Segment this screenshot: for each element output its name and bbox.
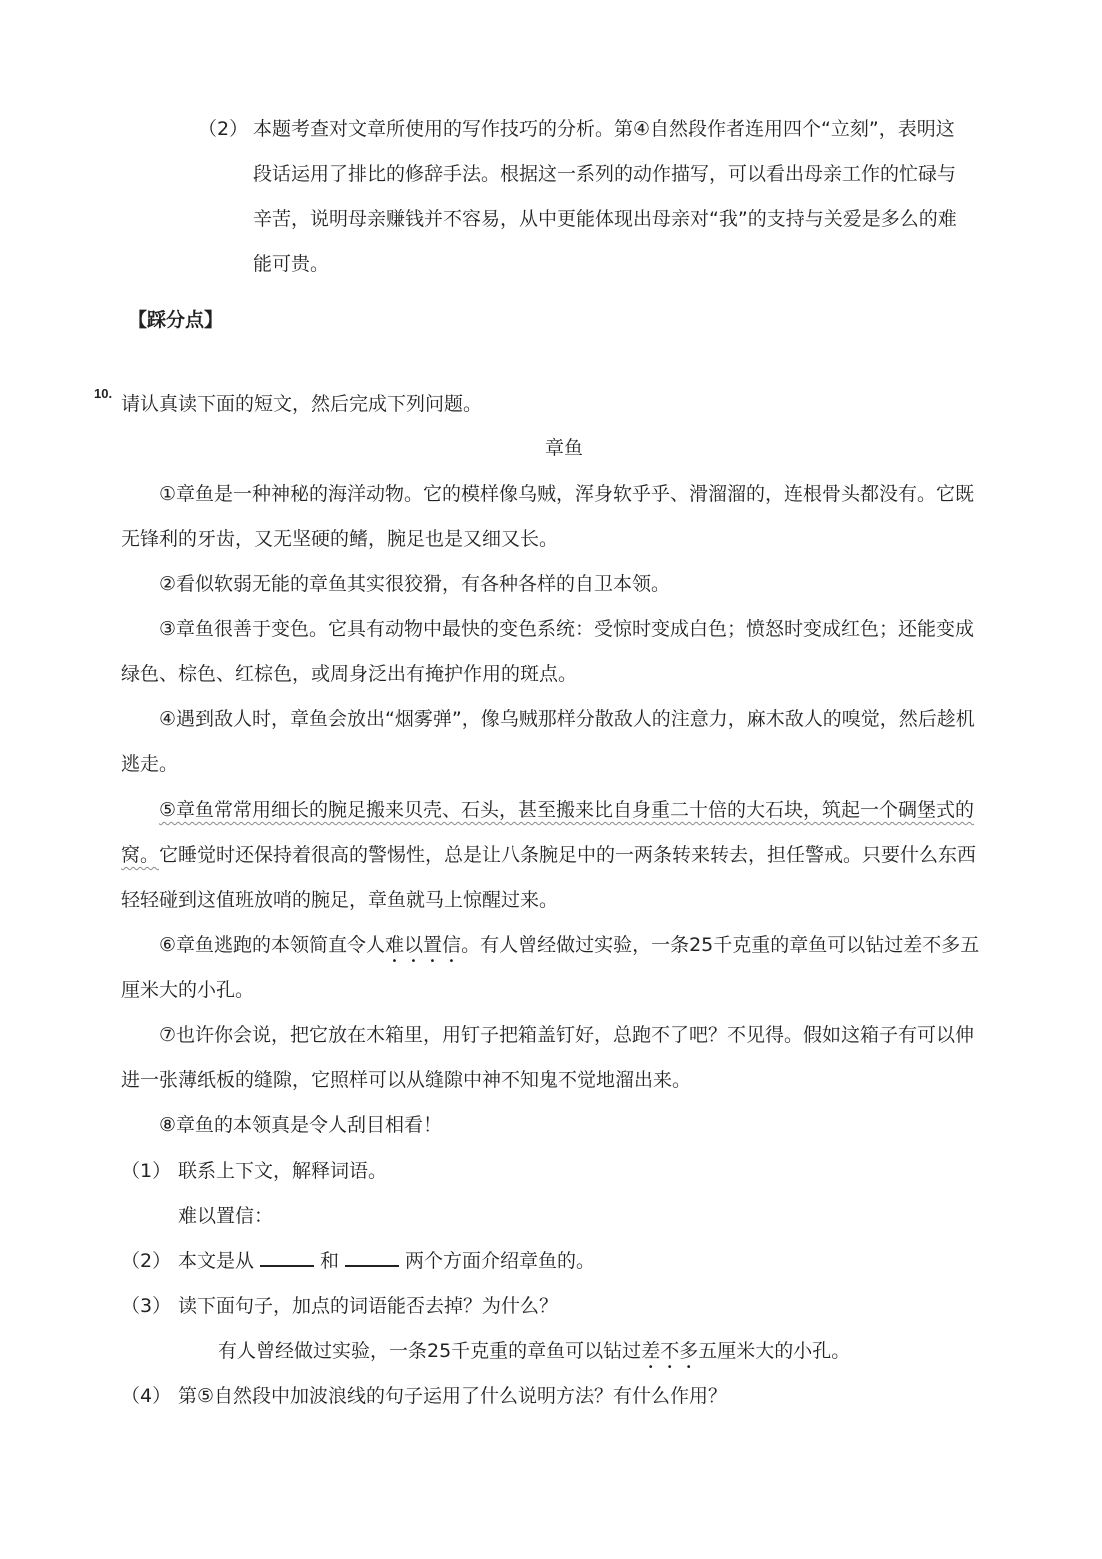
dotted-phrase: 差不多 [641, 1340, 699, 1362]
dotted-phrase: 难以置信 [385, 934, 462, 956]
paragraph-2: ②看似软弱无能的章鱼其实很狡猾，有各种各样的自卫本领。 [159, 573, 671, 595]
subq-1-text: 联系上下文，解释词语。 [178, 1160, 388, 1182]
paragraph-8: ⑧章鱼的本领真是令人刮目相看！ [159, 1114, 443, 1136]
answer-line: 段话运用了排比的修辞手法。根据这一系列的动作描写，可以看出母亲工作的忙碌与 [253, 163, 957, 185]
question-prompt: 请认真读下面的短文，然后完成下列问题。 [121, 393, 483, 415]
paragraph-3-cont: 绿色、棕色、红棕色，或周身泛出有掩护作用的斑点。 [121, 663, 578, 685]
answer-label: （2） [198, 118, 249, 140]
subq-1-label: （1） [121, 1160, 172, 1182]
answer-line: 能可贵。 [253, 253, 330, 275]
answer-line: 辛苦，说明母亲赚钱并不容易，从中更能体现出母亲对“我”的支持与关爱是多么的难 [253, 208, 957, 230]
subq-3-text: 读下面句子，加点的词语能否去掉？为什么？ [178, 1295, 559, 1317]
answer-blank[interactable] [260, 1247, 314, 1267]
paragraph-7: ⑦也许你会说，把它放在木箱里，用钉子把箱盖钉好，总跑不了吧？不见得。假如这箱子有可以伸 [159, 1024, 975, 1046]
subq-3-sentence: 有人曾经做过实验，一条25千克重的章鱼可以钻过差不多五厘米大的小孔。 [218, 1340, 851, 1362]
answer-line: 本题考查对文章所使用的写作技巧的分析。第④自然段作者连用四个“立刻”，表明这 [253, 118, 955, 140]
paragraph-1: ①章鱼是一种神秘的海洋动物。它的模样像乌贼，浑身软乎乎、滑溜溜的，连根骨头都没有。它既 [159, 483, 975, 505]
scoring-heading: 【踩分点】 [128, 309, 224, 331]
subq-1-word: 难以置信： [178, 1205, 274, 1227]
paragraph-5-end: 轻轻碰到这值班放哨的腕足，章鱼就马上惊醒过来。 [121, 889, 559, 911]
subq-3-label: （3） [121, 1295, 172, 1317]
subq-2-text: 本文是从 和 两个方面介绍章鱼的。 [178, 1246, 595, 1273]
paragraph-5-cont: 窝。它睡觉时还保持着很高的警惕性，总是让八条腕足中的一两条转来转去，担任警戒。只要什么东西 [121, 844, 977, 866]
paragraph-4: ④遇到敌人时，章鱼会放出“烟雾弹”，像乌贼那样分散敌人的注意力，麻木敌人的嗅觉，然后趁机 [159, 708, 975, 730]
wavy-sentence-end: 窝。 [121, 844, 160, 866]
passage-title: 章鱼 [545, 437, 584, 459]
subq-4-text: 第⑤自然段中加波浪线的句子运用了什么说明方法？有什么作用？ [178, 1385, 728, 1407]
question-number: 10. [94, 386, 113, 401]
answer-blank[interactable] [345, 1247, 399, 1267]
paragraph-1-cont: 无锋利的牙齿，又无坚硬的鳍，腕足也是又细又长。 [121, 528, 559, 550]
paragraph-3: ③章鱼很善于变色。它具有动物中最快的变色系统：受惊时变成白色；愤怒时变成红色；还能变成 [159, 618, 975, 640]
paragraph-6-cont: 厘米大的小孔。 [121, 979, 255, 1001]
paragraph-6: ⑥章鱼逃跑的本领简直令人难以置信。有人曾经做过实验，一条25千克重的章鱼可以钻过差不多五 [159, 934, 980, 956]
paragraph-5 [159, 795, 974, 822]
paragraph-7-cont: 进一张薄纸板的缝隙，它照样可以从缝隙中神不知鬼不觉地溜出来。 [121, 1069, 692, 1091]
subq-2-label: （2） [121, 1250, 172, 1272]
subq-4-label: （4） [121, 1385, 172, 1407]
wavy-sentence: ⑤章鱼常常用细长的腕足搬来贝壳、石头，甚至搬来比自身重二十倍的大石块，筑起一个碉堡式的 [159, 799, 975, 821]
paragraph-4-cont: 逃走。 [121, 753, 179, 775]
